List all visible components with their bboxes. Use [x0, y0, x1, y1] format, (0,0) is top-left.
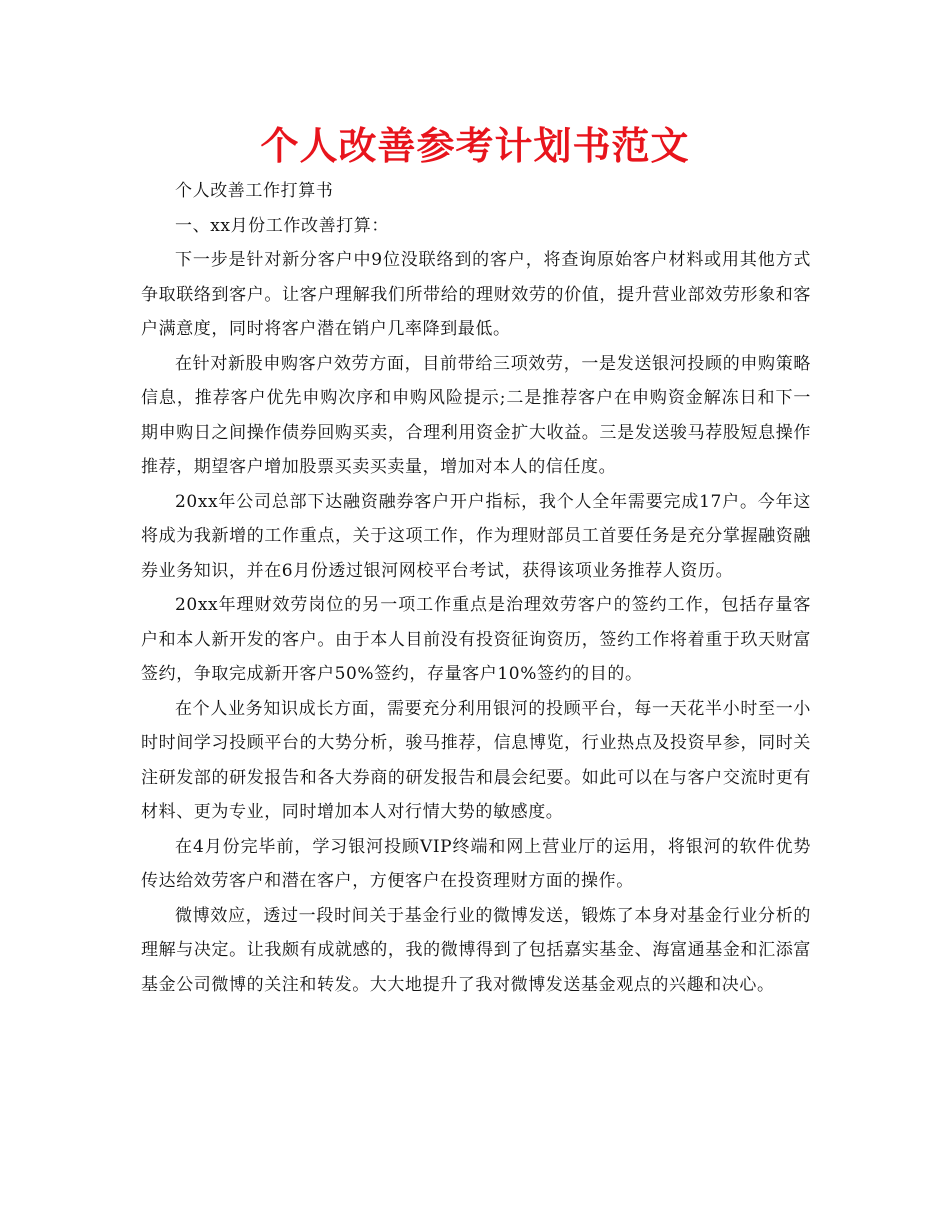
document-title: 个人改善参考计划书范文	[260, 124, 690, 168]
paragraph: 在针对新股申购客户效劳方面，目前带给三项效劳，一是发送银河投顾的申购策略信息，推荐客户优先申购次序和申购风险提示;二是推荐客户在申购资金解冻日和下一期申购日之间操作债券回购买卖，合理利用资金扩大收益。三是发送骏马荐股短息操作推荐，期望客户增加股票买卖买卖量，增加对本人的信任度。	[141, 353, 811, 477]
paragraph: 在4月份完毕前，学习银河投顾VIP终端和网上营业厅的运用，将银河的软件优势传达给效劳客户和潜在客户，方便客户在投资理财方面的操作。	[141, 836, 811, 891]
paragraph: 下一步是针对新分客户中9位没联络到的客户，将查询原始客户材料或用其他方式争取联络到客户。让客户理解我们所带给的理财效劳的价值，提升营业部效劳形象和客户满意度，同时将客户潜在销户几率降到最低。	[141, 250, 811, 339]
document-body	[141, 174, 811, 1002]
paragraph: 20xx年公司总部下达融资融券客户开户指标，我个人全年需要完成17户。今年这将成为我新增的工作重点，关于这项工作，作为理财部员工首要任务是充分掌握融资融券业务知识，并在6月份透过银河网校平台考试，获得该项业务推荐人资历。	[141, 491, 811, 581]
paragraph-heading: 个人改善工作打算书	[175, 181, 334, 201]
paragraph: 20xx年理财效劳岗位的另一项工作重点是治理效劳客户的签约工作，包括存量客户和本人新开发的客户。由于本人目前没有投资征询资历，签约工作将着重于玖天财富签约，争取完成新开客户50%签约，存量客户10%签约的目的。	[141, 595, 811, 684]
paragraph: 在个人业务知识成长方面，需要充分利用银河的投顾平台，每一天花半小时至一小时时间学习投顾平台的大势分析，骏马推荐，信息博览，行业热点及投资早参，同时关注研发部的研发报告和各大券商的研发报告和晨会纪要。如此可以在与客户交流时更有材料、更为专业，同时增加本人对行情大势的敏感度。	[141, 698, 811, 822]
paragraph-section-heading: 一、xx月份工作改善打算：	[175, 215, 389, 236]
paragraph: 微博效应，透过一段时间关于基金行业的微博发送，锻炼了本身对基金行业分析的理解与决定。让我颇有成就感的，我的微博得到了包括嘉实基金、海富通基金和汇添富基金公司微博的关注和转发。大大地提升了我对微博发送基金观点的兴趣和决心。	[141, 905, 811, 995]
